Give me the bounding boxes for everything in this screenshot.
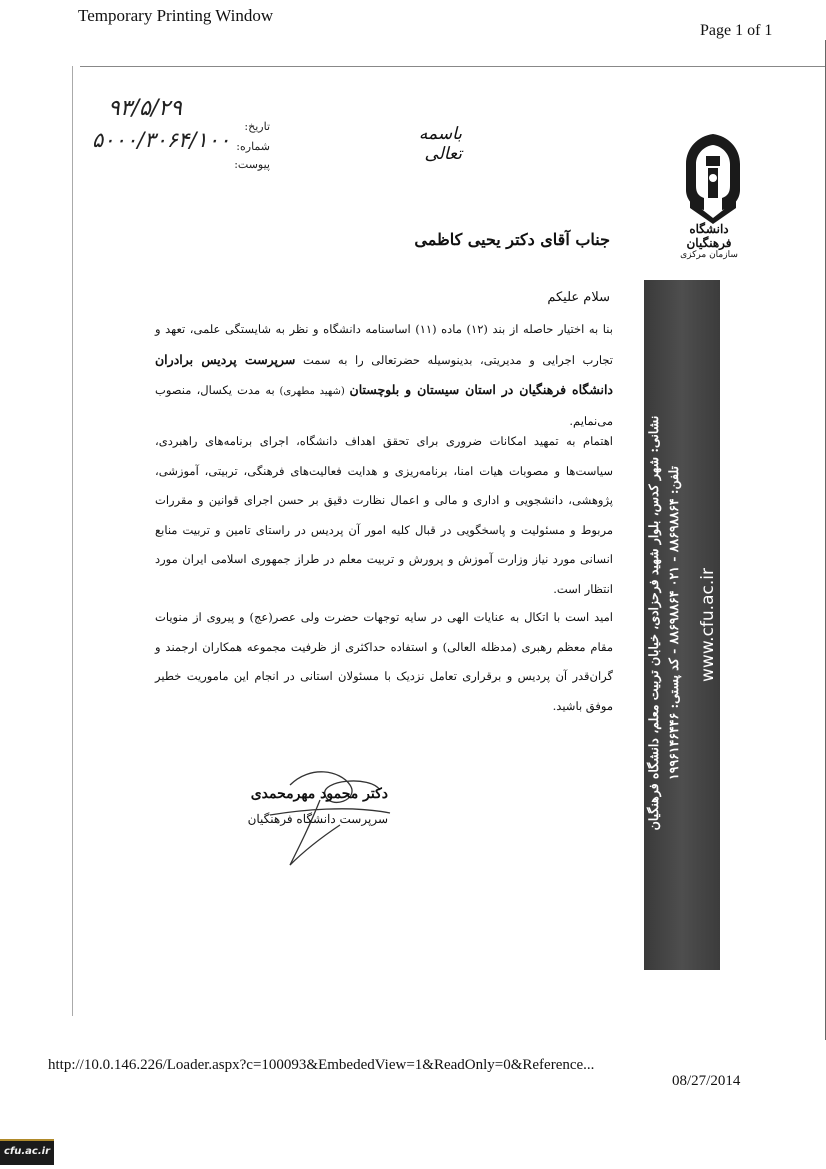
attachment-label: پیوست: (234, 158, 270, 171)
sidebar-phone: تلفن: ۸۸۶۹۸۸۶۴ - ۰۲۱ ۸۸۶۹۸۸۶۴ - کد پستی: ۱۹۹۶۱۴۶۴۴۶ (666, 466, 681, 780)
logo-sub-name: سازمان مرکزی (680, 250, 738, 260)
sidebar-address: نشانی: شهر کدس، بلوار شهید فرحزادی، خیابان تربیت معلم، دانشگاه فرهنگیان (646, 415, 661, 831)
watermark-badge: cfu.ac.ir (0, 1139, 54, 1165)
paragraph1-bold-appointment: سرپرست پردیس برادران دانشگاه فرهنگیان در استان سیستان و بلوچستان (155, 351, 613, 397)
letter-number-label: شماره: (236, 140, 270, 153)
page-indicator: Page 1 of 1 (700, 22, 773, 39)
paragraph1-text-before: بنا به اختیار حاصله از بند (۱۲) ماده (۱۱) اساسنامه دانشگاه و نظر به شایستگی علمی، تعهد و تجارب اجرایی و مدیریتی، بدینوسیله حضرتعالی را به سمت (155, 322, 613, 367)
greeting: سلام علیکم (547, 290, 610, 305)
paragraph1-text-middle: (شهید مطهری) (274, 386, 350, 397)
body-paragraph-3: امید است با اتکال به عنایات الهی در سایه توجهات حضرت ولی عصر(عج) و پیروی از منویات مقام معظم رهبری (مدظله العالی) و استفاده حداکثری از ظرفیت مجموعه همکاران ارجمند و گران‌قدر آن پردیس و برقراری تعامل نزدیک با مسئولان استانی در انجام این ماموریت خطیر موفق باشید. (155, 610, 613, 713)
sidebar-website: www.cfu.ac.ir (698, 568, 718, 682)
logo-university-name: دانشگاه فرهنگیان (686, 222, 732, 250)
paragraph1-text-after: به مدت یکسال، منصوب می‌نمایم. (155, 383, 613, 428)
signer-name: دکتر محمود مهرمحمدی (250, 786, 388, 802)
letter-number-value: ۵۰۰۰/۳۰۶۴/۱۰۰ (92, 128, 231, 152)
window-title: Temporary Printing Window (78, 6, 274, 25)
body-paragraph-2: اهتمام به تمهید امکانات ضروری برای تحقق اهداف دانشگاه، اجرای برنامه‌های راهبردی، سیاست‌ها و مصوبات هیات امنا، برنامه‌ریزی و هدایت فعالیت‌های فرهنگی، تربیتی، آموزشی، پژوهشی، دانشجویی و اداری و مالی و اعمال نظارت دقیق بر حسن اجرای قوانین و مقررات مربوط و مسئولیت و پاسخگویی در قبال کلیه امور آن پردیس در راستای تامین و تربیت منابع انسانی مورد نیاز وزارت آموزش و پرورش و تربیت معلم در طراز جمهوری اسلامی ایران مورد انتظار است. (155, 434, 613, 596)
footer-date: 08/27/2014 (672, 1073, 741, 1089)
body-paragraph-1 (155, 315, 613, 436)
footer-url: http://10.0.146.226/Loader.aspx?c=100093&EmbededView=1&ReadOnly=0&Reference... (48, 1057, 595, 1073)
recipient-line: جناب آقای دکتر یحیی کاظمی (414, 230, 610, 249)
page-border-top (80, 66, 826, 67)
page-border-left (72, 66, 73, 1016)
basmala-heading: باسمه تعالی (418, 124, 462, 164)
date-label: تاریخ: (244, 120, 270, 133)
date-value: ۹۳/۵/۲۹ (108, 96, 182, 121)
signer-title: سرپرست دانشگاه فرهنگیان (247, 812, 388, 826)
